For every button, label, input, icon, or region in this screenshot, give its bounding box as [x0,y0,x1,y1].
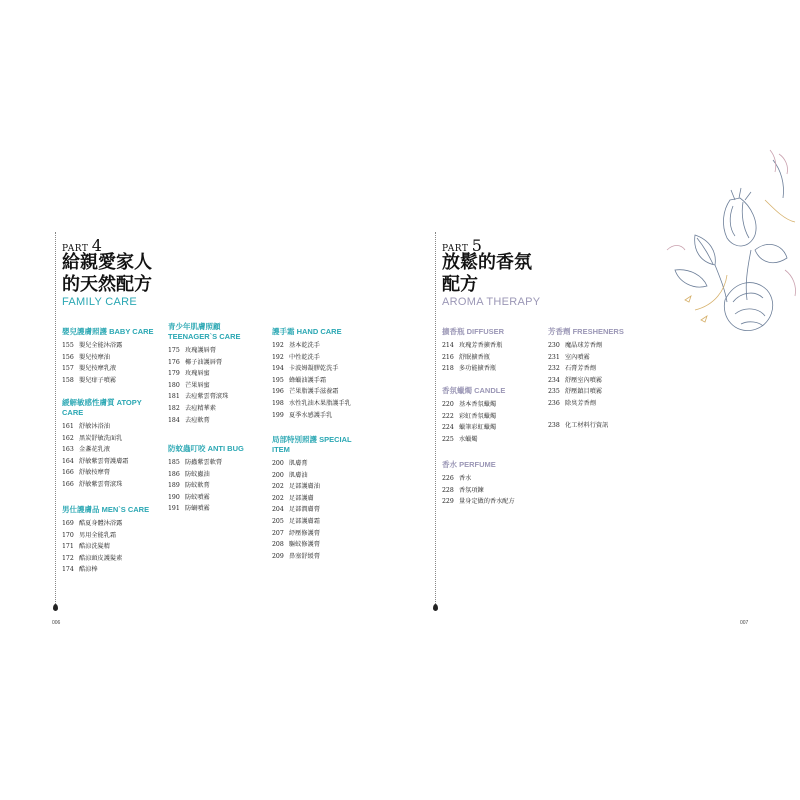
droplet-icon [53,604,58,611]
section-heading: 擴香瓶 DIFFUSER [442,327,505,336]
toc-entry[interactable]: 207 紓壓修護膏 [272,529,320,537]
toc-entry[interactable]: 195 蜂蠟油護手霜 [272,376,327,384]
toc-entry[interactable]: 172 酷涼頭皮護髮素 [62,554,123,562]
toc-section-misc [548,420,658,432]
toc-entry[interactable]: 214 玫瑰芳香擴香瓶 [442,342,503,349]
dotted-margin-line-right [435,232,436,604]
page-number-right: 007 [740,620,749,626]
toc-section-special-item [272,435,362,562]
toc-entry[interactable]: 204 足部潤膚膏 [272,506,320,514]
section-heading: 男仕護膚品 MEN`S CARE [62,505,150,514]
toc-entry[interactable]: 185 防蟲紫雲軟膏 [168,459,223,466]
toc-entry[interactable]: 222 彩虹香氛蠟燭 [442,412,497,420]
toc-section-perfume [442,460,552,508]
section-heading: 護手霜 HAND CARE [272,327,342,336]
toc-entry[interactable]: 231 室內噴霧 [548,353,590,361]
toc-entry[interactable]: 205 足部護膚霜 [272,517,320,525]
part-title-right: 放鬆的香氛 配方 [442,252,532,295]
toc-entry[interactable]: 180 芒果唇蜜 [168,381,210,389]
part-title-left: 給親愛家人 的天然配方 [62,252,152,295]
part-label-left: PART 4 [62,236,103,255]
toc-entry[interactable]: 169 酷夏身體沐浴露 [62,520,123,527]
toc-section-atopy-care [62,398,157,491]
toc-entry[interactable]: 162 黑炭舒敏洗面乳 [62,434,123,442]
toc-entry[interactable]: 198 水性乳油木果脂護手乳 [272,399,351,407]
section-heading: 香水 PERFUME [442,460,496,469]
toc-entry[interactable]: 234 舒壓室內噴霧 [548,376,603,384]
toc-entry[interactable]: 171 酷涼洗髮精 [62,543,110,551]
floral-illustration [655,140,800,350]
toc-entry[interactable]: 174 酷涼棒 [62,566,98,574]
part-title-en-left: FAMILY CARE [62,296,138,308]
toc-entry[interactable]: 191 防蝸噴霧 [168,505,210,513]
toc-entry[interactable]: 166 舒敏紫雲膏滾珠 [62,480,123,488]
toc-entry[interactable]: 176 椰子油護唇膏 [168,358,223,366]
dotted-margin-line-left [55,232,56,604]
toc-entry[interactable]: 202 足部護膚 [272,494,314,502]
toc-section-diffuser [442,327,552,375]
section-heading: 香氛蠟燭 CANDLE [442,386,506,395]
toc-entry[interactable]: 208 驅蚊修護膏 [272,541,320,549]
toc-section-baby-care [62,327,172,386]
toc-entry[interactable]: 230 魔晶球芳香劑 [548,342,603,349]
toc-entry[interactable]: 192 基本乾洗手 [272,342,320,349]
toc-entry[interactable]: 209 鼻塞舒緩膏 [272,552,320,560]
toc-entry[interactable]: 158 嬰兒痱子噴霧 [62,376,117,384]
toc-section-mens-care [62,505,172,576]
toc-entry[interactable]: 235 舒壓鎮目噴霧 [548,388,603,396]
toc-entry[interactable]: 238 化工材料行資訊 [548,422,609,429]
part-label-right: PART 5 [442,236,483,255]
toc-entry[interactable]: 196 芒果脂護手滋養霜 [272,388,339,396]
toc-entry[interactable]: 184 去痘軟膏 [168,416,210,424]
toc-section-teenager-care [168,322,268,426]
toc-entry[interactable]: 229 量身定做的香水配方 [442,498,515,506]
toc-entry[interactable]: 224 蠟筆彩虹蠟燭 [442,424,497,432]
toc-entry[interactable]: 164 舒敏紫雲膏護膚霜 [62,457,129,465]
toc-entry[interactable]: 200 肌膚油 [272,471,308,479]
toc-entry[interactable]: 170 男用全能乳霜 [62,531,117,539]
section-heading: 嬰兒護膚照護 BABY CARE [62,327,154,336]
toc-entry[interactable]: 225 水蠟燭 [442,435,478,443]
toc-entry[interactable]: 186 防蚊蟲油 [168,470,210,478]
toc-section-fresheners [548,327,658,410]
section-heading: 緩解敏感性膚質 ATOPY CARE [62,398,142,417]
toc-section-anti-bug [168,444,278,515]
toc-entry[interactable]: 194 卡波姆凝膠乾洗手 [272,365,339,373]
toc-entry[interactable]: 190 防蚊噴霧 [168,493,210,501]
toc-entry[interactable]: 166 舒敏按摩膏 [62,469,110,477]
droplet-icon [433,604,438,611]
toc-entry[interactable]: 192 中性乾洗手 [272,353,320,361]
part-title-en-right: AROMA THERAPY [442,296,541,308]
toc-entry[interactable]: 228 香氛項鍊 [442,486,484,494]
toc-entry[interactable]: 236 除臭芳香劑 [548,399,596,407]
section-heading: 防蚊蟲叮咬 ANTI BUG [168,444,244,453]
toc-entry[interactable]: 226 香水 [442,475,472,482]
toc-entry[interactable]: 218 多功能擴香瓶 [442,365,497,373]
toc-entry[interactable]: 175 玫瑰護唇膏 [168,347,216,354]
toc-entry[interactable]: 232 石膏芳香劑 [548,365,596,373]
toc-entry[interactable]: 161 舒敏沐浴油 [62,423,110,430]
toc-section-candle [442,386,552,445]
toc-entry[interactable]: 199 夏季水感護手乳 [272,411,333,419]
toc-entry[interactable]: 202 足部護膚油 [272,483,320,491]
page-number-left: 006 [52,620,61,626]
section-heading: 青少年肌膚照顧 TEENAGER`S CARE [168,322,241,341]
toc-section-hand-care [272,327,377,421]
section-heading: 局部特別照護 SPECIAL ITEM [272,435,352,454]
toc-entry[interactable]: 189 防蚊軟膏 [168,482,210,490]
toc-entry[interactable]: 216 舒眠擴香瓶 [442,353,490,361]
toc-entry[interactable]: 155 嬰兒全能沐浴露 [62,342,123,349]
toc-entry[interactable]: 157 嬰兒按摩乳液 [62,365,117,373]
toc-entry[interactable]: 181 去痘紫雲膏滾珠 [168,393,229,401]
section-heading: 芳香劑 FRESHENERS [548,327,624,336]
toc-entry[interactable]: 200 肌膚膏 [272,460,308,467]
toc-entry[interactable]: 156 嬰兒按摩油 [62,353,110,361]
toc-entry[interactable]: 182 去痘精華素 [168,404,216,412]
toc-entry[interactable]: 163 金盞花乳液 [62,446,110,454]
toc-entry[interactable]: 220 基本香氛蠟燭 [442,401,497,408]
toc-entry[interactable]: 179 玫瑰唇蜜 [168,370,210,378]
